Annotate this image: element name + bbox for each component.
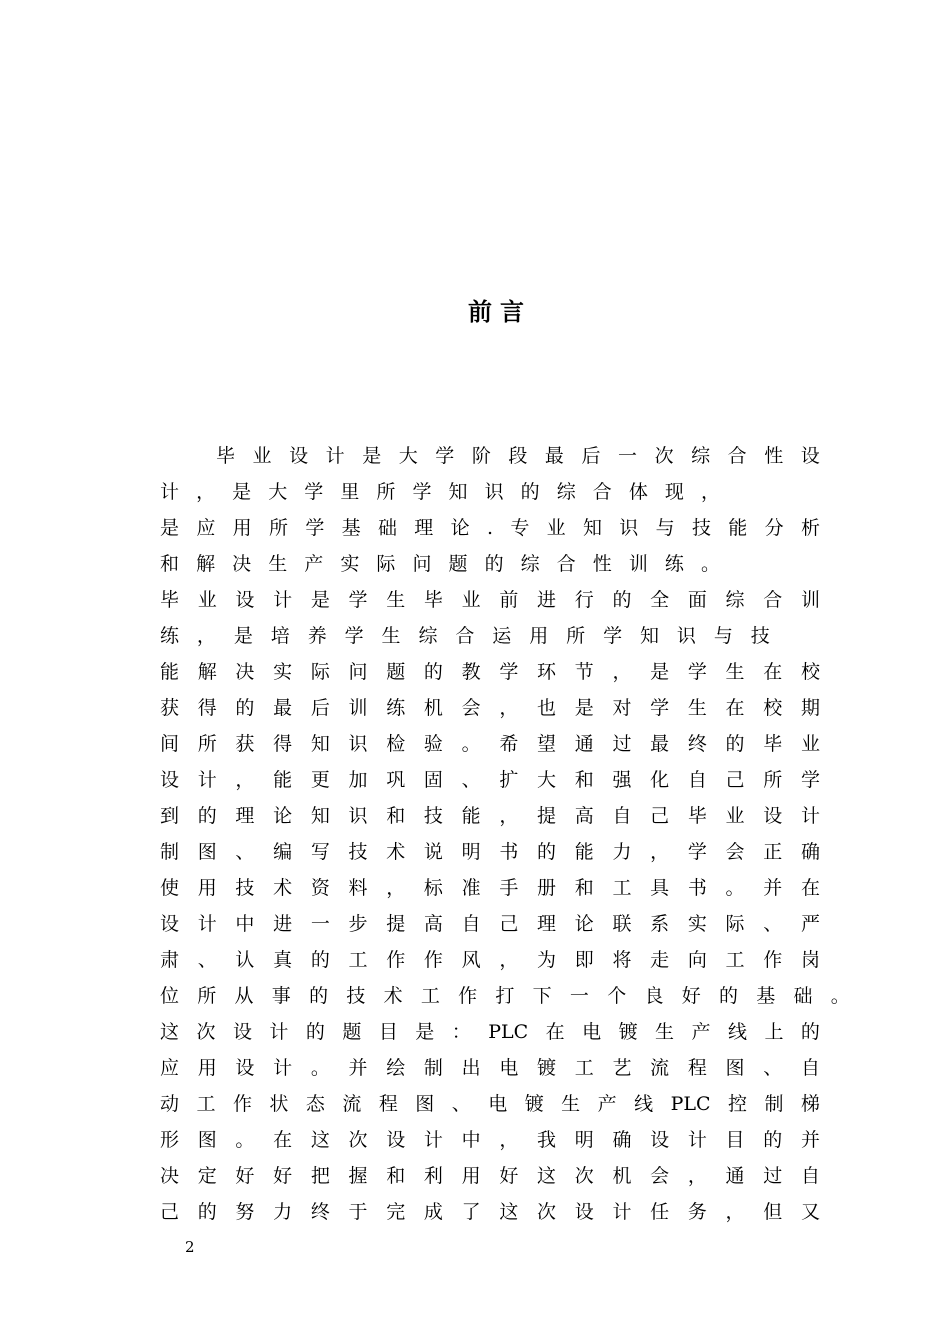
text-line: 肃 、 认 真 的 工 作 作 风 ， 为 即 将 走 向 工 作 岗	[160, 949, 820, 971]
text-line: 制 图 、 编 写 技 术 说 明 书 的 能 力 ， 学 会 正 确	[160, 841, 820, 863]
text-line: 计 ， 是 大 学 里 所 学 知 识 的 综 合 体 现 ，	[160, 481, 720, 503]
text-line: 到 的 理 论 知 识 和 技 能 ， 提 高 自 己 毕 业 设 计	[160, 805, 820, 827]
text-line: 是 应 用 所 学 基 础 理 论 . 专 业 知 识 与 技 能 分 析	[160, 517, 820, 539]
text-line: 间 所 获 得 知 识 检 验 。 希 望 通 过 最 终 的 毕 业	[160, 733, 820, 755]
text-line: 毕 业 设 计 是 学 生 毕 业 前 进 行 的 全 面 综 合 训	[160, 589, 820, 611]
text-line: 练 ， 是 培 养 学 生 综 合 运 用 所 学 知 识 与 技	[160, 625, 770, 647]
text-line: 使 用 技 术 资 料 ， 标 准 手 册 和 工 具 书 。 并 在	[160, 877, 820, 899]
text-line: 和 解 决 生 产 实 际 问 题 的 综 合 性 训 练 。	[160, 553, 720, 575]
text-line: 形 图 。 在 这 次 设 计 中 ， 我 明 确 设 计 目 的 并	[160, 1129, 820, 1151]
page-title: 前言	[468, 297, 532, 326]
text-line: 设 计 中 进 一 步 提 高 自 己 理 论 联 系 实 际 、 严	[160, 913, 820, 935]
text-line: 毕 业 设 计 是 大 学 阶 段 最 后 一 次 综 合 性 设	[216, 445, 820, 467]
text-line: 位 所 从 事 的 技 术 工 作 打 下 一 个 良 好 的 基 础 。	[160, 985, 850, 1007]
body-text	[160, 438, 860, 1230]
text-line: 决 定 好 好 把 握 和 利 用 好 这 次 机 会 ， 通 过 自	[160, 1165, 820, 1187]
text-line: 应 用 设 计 。 并 绘 制 出 电 镀 工 艺 流 程 图 、 自	[160, 1057, 820, 1079]
text-line: 能 解 决 实 际 问 题 的 教 学 环 节 ， 是 学 生 在 校	[160, 661, 820, 683]
text-line: 己 的 努 力 终 于 完 成 了 这 次 设 计 任 务 ， 但 又	[160, 1201, 820, 1223]
text-line: 设 计 ， 能 更 加 巩 固 、 扩 大 和 强 化 自 己 所 学	[160, 769, 820, 791]
text-line: 获 得 的 最 后 训 练 机 会 ， 也 是 对 学 生 在 校 期	[160, 697, 820, 719]
text-line: 这 次 设 计 的 题 目 是 ： PLC 在 电 镀 生 产 线 上 的	[160, 1021, 820, 1043]
text-line: 动 工 作 状 态 流 程 图 、 电 镀 生 产 线 PLC 控 制 梯	[160, 1093, 820, 1115]
page-number: 2	[185, 1238, 195, 1256]
